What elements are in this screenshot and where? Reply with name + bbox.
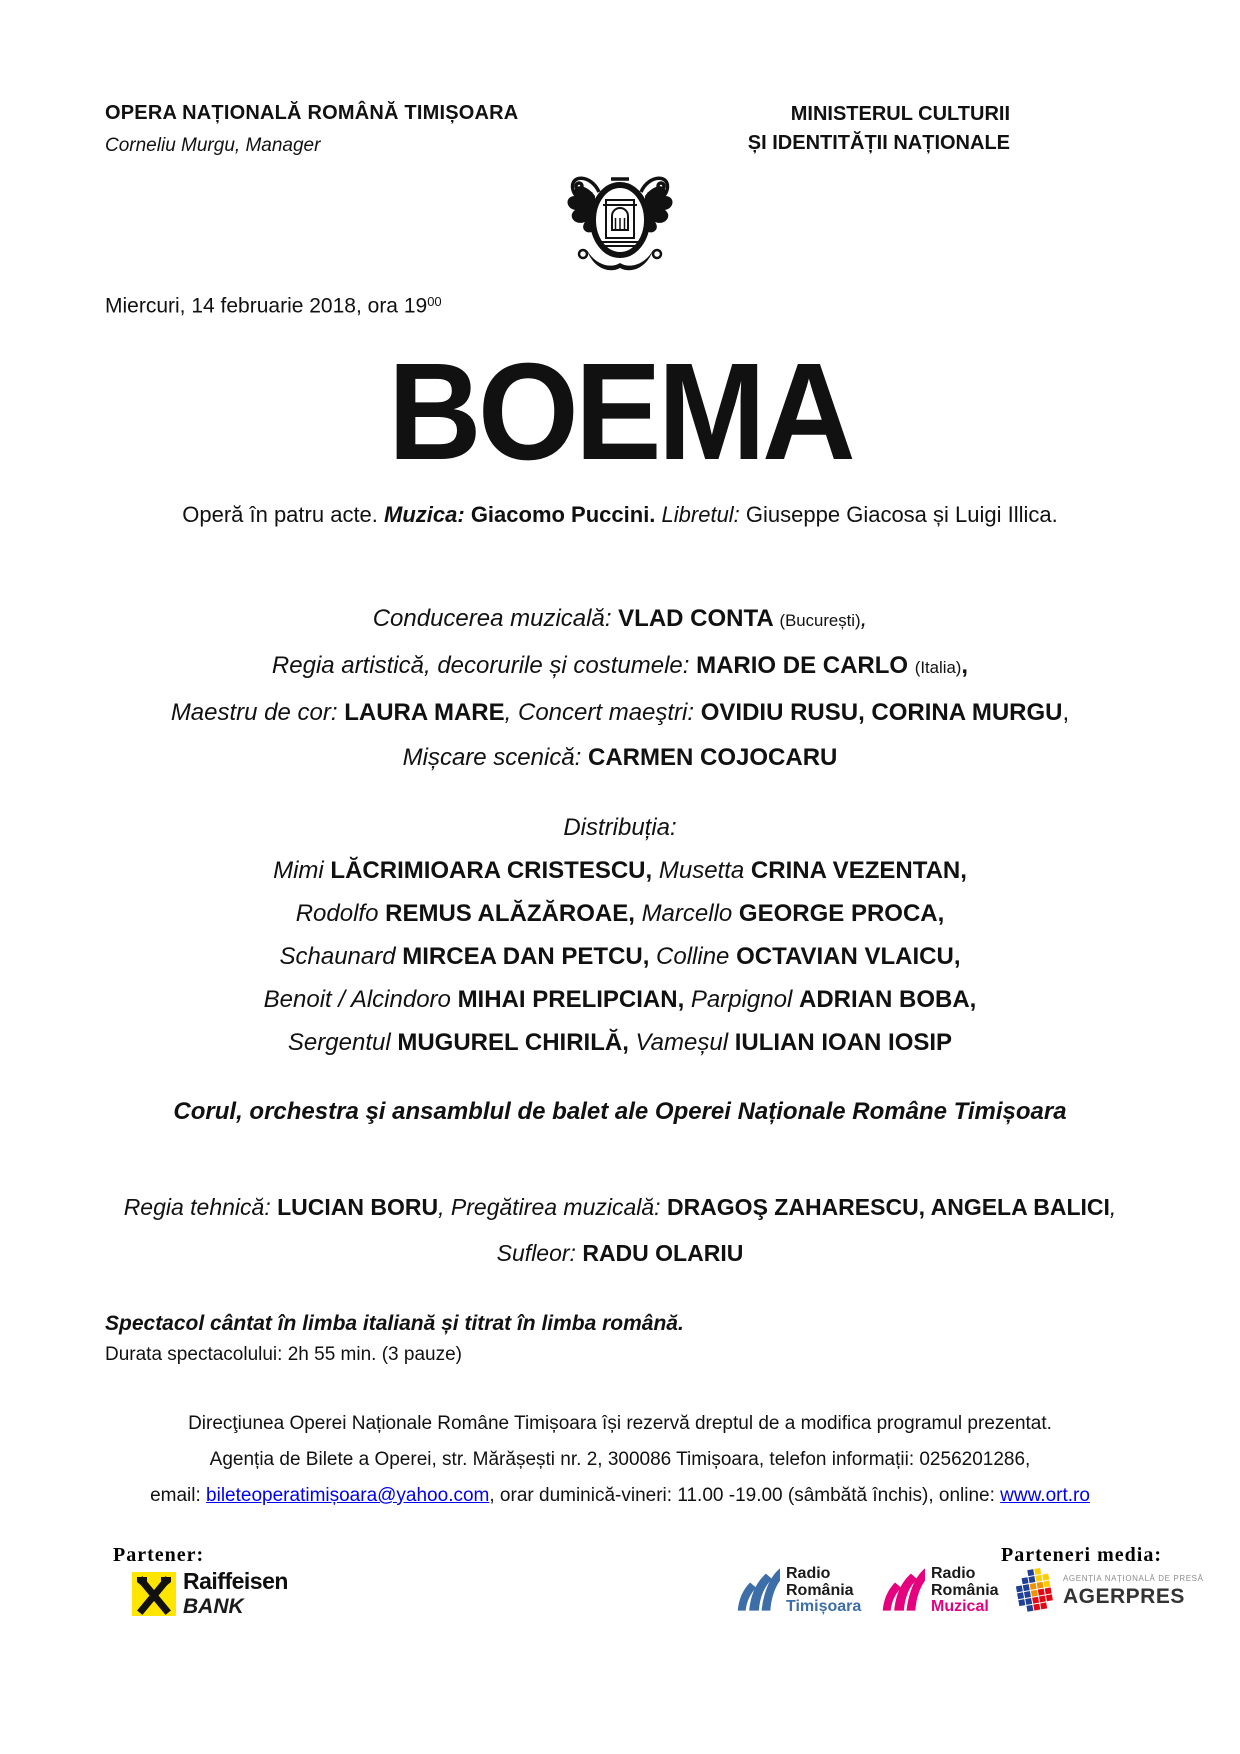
text-line — [105, 1184, 1135, 1230]
text-line — [105, 1230, 1135, 1276]
media-partners-label: Parteneri media: — [1001, 1544, 1162, 1566]
cast-block — [105, 806, 1135, 1064]
text-segment: Libretul: — [661, 502, 746, 527]
text-segment: Giuseppe Giacosa și Luigi Illica. — [745, 502, 1058, 527]
text-segment: Mișcare scenică: — [402, 744, 589, 771]
text-segment: CARMEN COJOCARU — [588, 744, 838, 771]
technical-credits — [105, 1184, 1135, 1276]
ministry-line-1: MINISTERUL CULTURII — [790, 103, 1010, 125]
raiffeisen-bank-word: BANK — [183, 1595, 244, 1618]
text-segment: RADU OLARIU — [582, 1240, 744, 1266]
org-name: OPERA NAȚIONALĂ ROMÂNĂ TIMIȘOARA — [105, 102, 519, 124]
text-segment: Operă în patru acte. — [182, 502, 385, 527]
text-segment: Vameșul — [635, 1029, 735, 1056]
text-segment: Regia artistică, decorurile și costumele: — [271, 652, 697, 679]
email-link[interactable]: bileteoperatimișoara@yahoo.com — [206, 1485, 490, 1506]
text-segment: , — [1109, 1194, 1117, 1220]
raiffeisen-cross-icon — [132, 1572, 176, 1616]
text-line — [105, 935, 1135, 978]
romania-word: România — [931, 1581, 999, 1599]
footer-notice — [105, 1406, 1135, 1514]
text-segment: MIRCEA DAN PETCU, — [402, 943, 657, 970]
radio-waves-icon — [736, 1566, 780, 1613]
text-segment: OVIDIU RUSU, CORINA MURGU — [700, 699, 1063, 726]
text-segment: email: — [150, 1485, 207, 1506]
text-segment: Schaunard — [279, 943, 403, 970]
ensemble-line — [105, 1098, 1135, 1126]
text-line — [105, 1021, 1135, 1064]
text-segment: , — [961, 652, 969, 679]
partner-label: Partener: — [113, 1544, 205, 1566]
radio-word: Radio — [786, 1565, 831, 1582]
radio-romania-muzical-logo — [881, 1566, 999, 1616]
performance-datetime — [105, 294, 442, 319]
text-segment: Sergentul — [287, 1029, 398, 1056]
text-segment: Mimi — [273, 857, 331, 884]
text-segment: , Pregătirea muzicală: — [438, 1194, 667, 1220]
text-segment: GEORGE PROCA, — [738, 900, 945, 927]
text-segment: LĂCRIMIOARA CRISTESCU, — [330, 857, 659, 884]
text-segment: MUGUREL CHIRILĂ, — [397, 1029, 636, 1056]
text-line — [105, 1442, 1135, 1478]
timisoara-word: Timișoara — [786, 1598, 862, 1615]
text-segment: LUCIAN BORU — [277, 1194, 439, 1220]
text-segment: Sufleor: — [496, 1240, 583, 1266]
ministry-line-2: ȘI IDENTITĂȚII NAȚIONALE — [747, 132, 1010, 154]
text-line — [105, 643, 1135, 690]
text-segment: VLAD CONTA — [618, 605, 780, 632]
text-segment: , — [1062, 699, 1070, 726]
text-segment: Benoit / Alcindoro — [263, 986, 458, 1013]
text-segment: Rodolfo — [295, 900, 386, 927]
text-segment: Musetta — [658, 857, 751, 884]
text-line — [105, 1406, 1135, 1442]
language-note: Spectacol cântat în limba italiană și titrat în limba română. — [105, 1312, 684, 1335]
mosaic-globe-icon — [1015, 1568, 1057, 1614]
text-segment: Giacomo Puccini. — [470, 502, 662, 527]
text-segment: Agenția de Bilete a Operei, str. Mărășești nr. 2, 300086 Timișoara, telefon informații: 0256201286, — [209, 1449, 1031, 1470]
manager-name: Corneliu Murgu, Manager — [105, 135, 321, 156]
text-line — [105, 735, 1135, 780]
text-segment: Muzica: — [384, 502, 471, 527]
text-segment: (Italia) — [914, 658, 962, 677]
text-line — [105, 596, 1135, 643]
text-segment: Regia tehnică: — [123, 1194, 278, 1220]
text-segment: MARIO DE CARLO — [696, 652, 915, 679]
text-segment: OCTAVIAN VLAICU, — [736, 943, 961, 970]
text-segment: MIHAI PRELIPCIAN, — [457, 986, 691, 1013]
agerpres-name: AGERPRES — [1063, 1584, 1185, 1608]
text-segment: , Concert maeştri: — [504, 699, 701, 726]
text-segment: 00 — [427, 294, 442, 309]
text-segment: , orar duminică-vineri: 11.00 -19.00 (sâmbătă închis), online: — [489, 1485, 1001, 1506]
text-segment: ADRIAN BOBA, — [798, 986, 977, 1013]
text-segment: Parpignol — [690, 986, 799, 1013]
muzical-word: Muzical — [931, 1598, 989, 1615]
agerpres-logo — [1015, 1568, 1204, 1614]
header-left — [105, 102, 518, 157]
text-line — [105, 806, 1135, 849]
text-line — [105, 849, 1135, 892]
text-segment: Distribuția: — [563, 814, 677, 841]
opera-emblem-logo — [553, 168, 687, 272]
text-segment: , — [860, 605, 868, 632]
radio-waves-icon — [881, 1566, 925, 1613]
radio-word: Radio — [931, 1565, 976, 1582]
text-segment: IULIAN IOAN IOSIP — [734, 1029, 953, 1056]
text-segment: LAURA MARE — [344, 699, 505, 726]
text-segment: Miercuri, 14 februarie 2018, ora 19 — [105, 294, 428, 318]
opera-title: BOEMA — [387, 335, 853, 489]
text-segment: Colline — [656, 943, 737, 970]
text-segment: CRINA VEZENTAN, — [750, 857, 967, 884]
text-segment: Maestru de cor: — [170, 699, 345, 726]
text-segment: Marcello — [641, 900, 739, 927]
raiffeisen-name: Raiffeisen — [183, 1568, 288, 1594]
website-link[interactable]: www.ort.ro — [1000, 1485, 1090, 1506]
text-segment: DRAGOŞ ZAHARESCU, ANGELA BALICI — [666, 1194, 1110, 1220]
agerpres-tagline: AGENȚIA NAȚIONALĂ DE PRESĂ — [1063, 1573, 1204, 1583]
text-line — [105, 892, 1135, 935]
romania-word: România — [786, 1581, 854, 1599]
raiffeisen-bank-logo — [132, 1570, 288, 1617]
duration-note: Durata spectacolului: 2h 55 min. (3 pauze) — [105, 1344, 462, 1365]
opera-house-emblem-icon — [553, 168, 687, 272]
text-segment: (București) — [779, 611, 861, 630]
radio-romania-timisoara-logo — [736, 1566, 861, 1616]
opera-subtitle — [105, 502, 1135, 528]
text-segment: Corul, orchestra şi ansamblul de balet ale Operei Naționale Române Timișoara — [173, 1098, 1067, 1125]
text-line — [105, 978, 1135, 1021]
text-line — [105, 1478, 1135, 1514]
text-segment: Direcţiunea Operei Naționale Române Timișoara își rezervă dreptul de a modifica programul prezentat. — [188, 1413, 1052, 1434]
text-segment: REMUS ALĂZĂROAE, — [385, 900, 642, 927]
text-line — [105, 690, 1135, 735]
ministry-name — [748, 100, 1010, 158]
credits-block — [105, 596, 1135, 780]
text-segment: Conducerea muzicală: — [372, 605, 619, 632]
